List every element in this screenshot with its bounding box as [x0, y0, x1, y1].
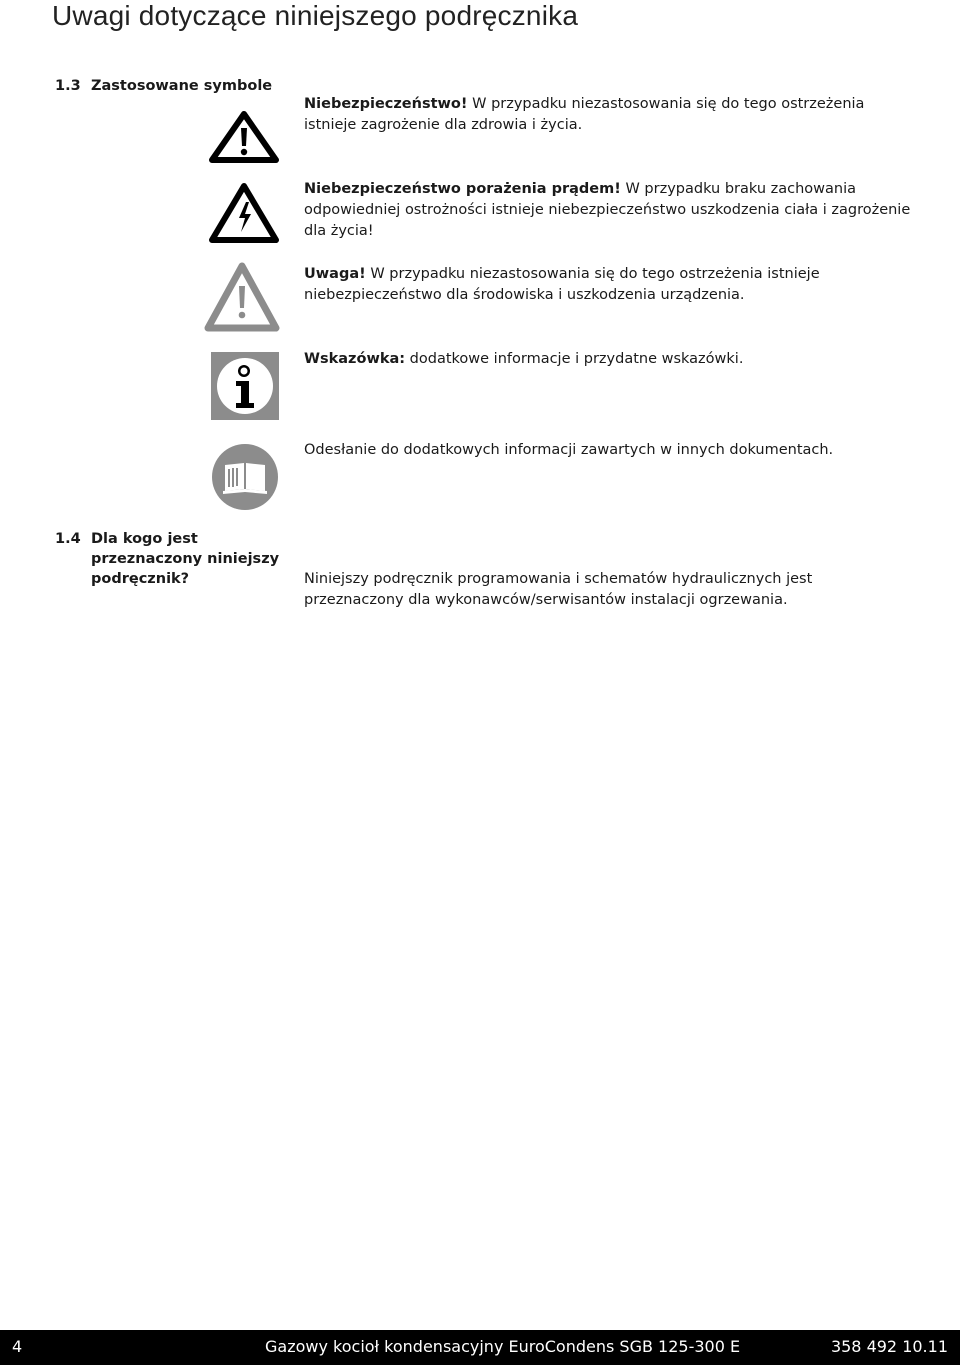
audience-text: Niniejszy podręcznik programowania i schematów hydraulicznych jest przeznaczony dla wykonawców/serwisantów instalacji ogrzewania. [304, 571, 813, 608]
symbol-lead: Niebezpieczeństwo porażenia prądem! [304, 181, 621, 197]
symbol-item-electric [304, 179, 914, 242]
info-icon [211, 352, 279, 420]
section-number: 1.3 [55, 78, 81, 94]
section-title: Zastosowane symbole [91, 78, 273, 94]
section-number: 1.4 [55, 531, 81, 547]
caution-triangle-icon [204, 262, 280, 332]
symbol-lead: Wskazówka: [304, 351, 406, 367]
symbol-text: W przypadku niezastosowania się do tego ostrzeżenia istnieje niebezpieczeństwo dla środowiska i uszkodzenia urządzenia. [304, 266, 820, 303]
warning-triangle-icon [208, 110, 280, 164]
symbol-item-tip [304, 349, 914, 370]
footer-product: Gazowy kocioł kondensacyjny EuroCondens SGB 125-300 E [265, 1337, 741, 1356]
section-heading-audience [55, 529, 311, 589]
symbol-lead: Niebezpieczeństwo! [304, 96, 468, 112]
footer-doc-code: 358 492 10.11 [830, 1337, 948, 1356]
symbol-text: dodatkowe informacje i przydatne wskazówki. [405, 351, 744, 367]
symbol-item-reference [304, 440, 914, 461]
electric-hazard-icon [208, 182, 280, 244]
footer-bar [0, 1330, 960, 1365]
section-heading-symbols [55, 76, 311, 96]
page-title: Uwagi dotyczące niniejszego podręcznika [52, 0, 579, 31]
page-number: 4 [12, 1337, 23, 1356]
symbol-text: Odesłanie do dodatkowych informacji zawartych w innych dokumentach. [304, 442, 834, 458]
section-title: Dla kogo jest przeznaczony niniejszy podręcznik? [91, 531, 280, 587]
symbol-text: W przypadku braku zachowania odpowiedniej ostrożności istnieje niebezpieczeństwo uszkodzenia ciała i zagrożenie dla życia! [304, 181, 911, 239]
symbol-text: W przypadku niezastosowania się do tego ostrzeżenia istnieje zagrożenie dla zdrowia i życia. [304, 96, 865, 133]
symbol-item-caution [304, 264, 914, 306]
book-icon [211, 443, 279, 511]
symbol-item-danger [304, 94, 914, 136]
symbol-lead: Uwaga! [304, 266, 366, 282]
